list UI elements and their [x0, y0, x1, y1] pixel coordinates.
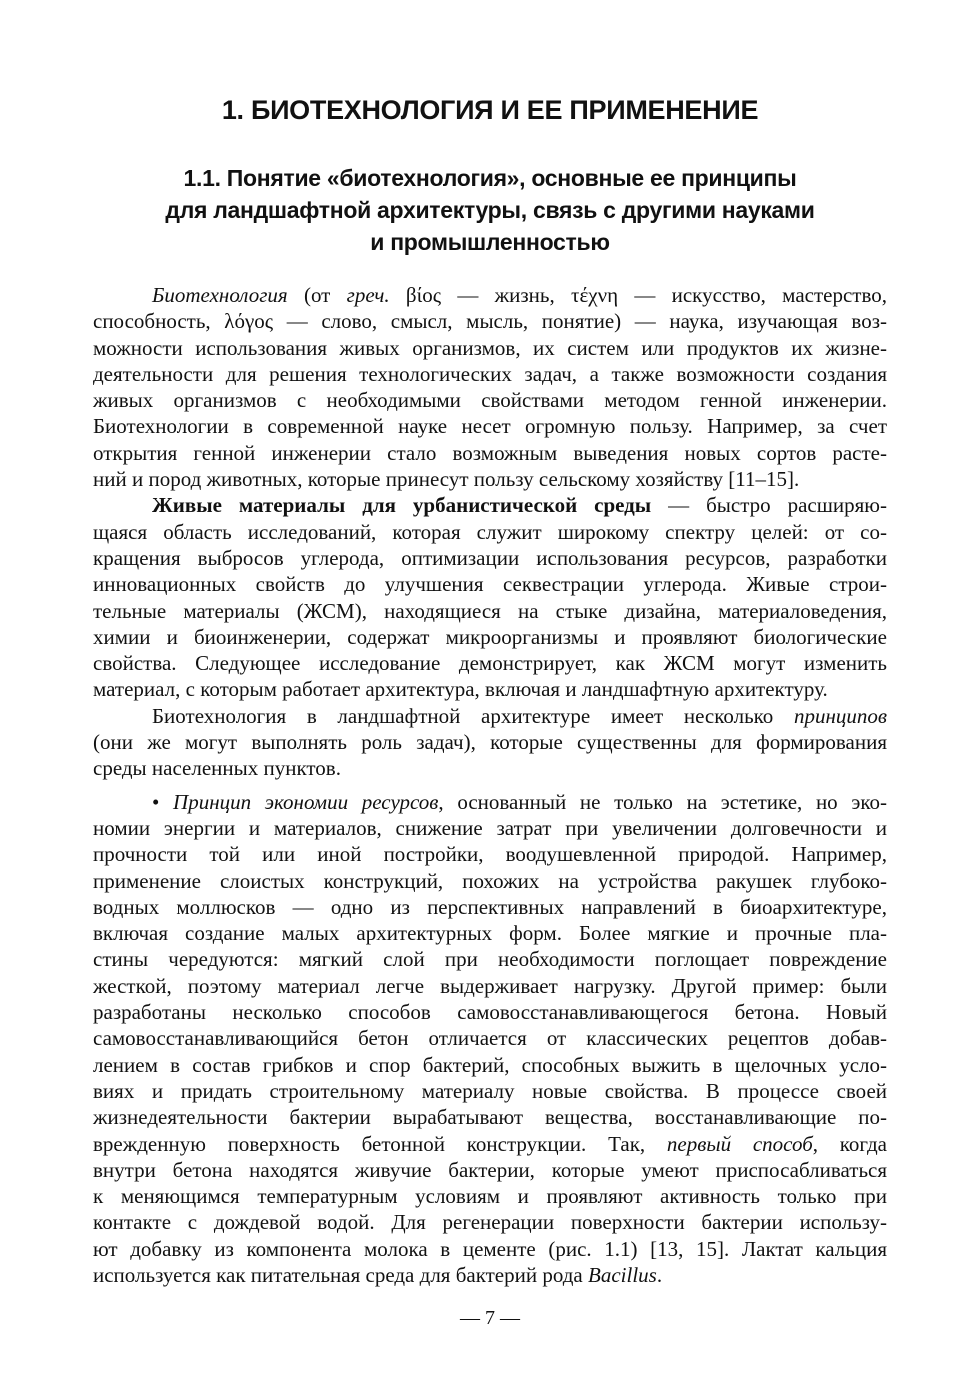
text-line: водных моллюсков — одно из перспективных направлений в биоархитектуре, [93, 894, 887, 919]
section-heading-line: для ландшафтной архитектуры, связь с другими науками [165, 197, 815, 223]
text-line: инновационных свойств до улучшения секвестрации углерода. Живые строи- [93, 572, 887, 597]
paragraph-biotechnology-definition [93, 282, 887, 492]
italic-term: Принцип экономии ресурсов [173, 789, 439, 814]
italic-term: первый способ [666, 1131, 813, 1156]
italic-term: Bacillus [588, 1262, 657, 1287]
text-line: жесткой, поэтому материал легче выдерживает нагрузку. Другой пример: были [93, 973, 887, 998]
text-line: врежденную поверхность бетонной конструкции. Так, первый способ, когда [93, 1131, 887, 1156]
text-line: Живые материалы для урбанистической среды — быстро расширяю- [152, 493, 887, 518]
bold-term: Живые материалы для урбанистической среды [152, 493, 652, 518]
text-line: ний и пород животных, которые принесут пользу сельскому хозяйству [11–15]. [93, 467, 800, 492]
text-line: прочности той или иной постройки, воодушевленной природой. Например, [93, 842, 887, 867]
text-line: внутри бетона находятся живучие бактерии, которые умеют приспосабливаться [93, 1157, 887, 1182]
text-line: открытия генной инженерии стало возможным выведения новых сортов расте- [93, 440, 887, 465]
section-heading [0, 162, 980, 258]
text-line: лением в состав грибков и спор бактерий, способных выжить в щелочных усло- [93, 1052, 887, 1077]
section-heading-line: и промышленностью [370, 229, 610, 255]
text-line: стины чередуются: мягкий слой при необходимости поглощает повреждение [93, 947, 887, 972]
text-line: Биотехнологии в современной науке несет огромную пользу. Например, за счет [93, 414, 887, 439]
text-line: ют добавку из компонента молока в цементе (рис. 1.1) [13, 15]. Лактат кальция [93, 1236, 887, 1261]
text-line: жизнедеятельности бактерии вырабатывают вещества, восстанавливающие по- [93, 1105, 887, 1130]
page-number: — 7 — [460, 1307, 520, 1329]
text-line: к меняющимся температурным условиям и проявляют активность только при [93, 1184, 887, 1209]
text-line: разработаны несколько способов самовосстанавливающегося бетона. Новый [93, 1000, 887, 1025]
text-line: применение слоистых конструкций, похожих на устройства ракушек глубоко- [93, 868, 887, 893]
text-line: Биотехнология (от греч. βίος — жизнь, τέχνη — искусство, мастерство, [152, 283, 887, 307]
chapter-heading: 1. БИОТЕХНОЛОГИЯ И ЕЕ ПРИМЕНЕНИЕ [221, 95, 759, 125]
paragraph-living-materials [93, 492, 887, 702]
text-line: можности использования живых организмов, их систем или продуктов их жизне- [93, 335, 887, 360]
text-line: • Принцип экономии ресурсов, основанный не только на эстетике, но эко- [152, 789, 887, 814]
text-line: используется как питательная среда для бактерий рода Bacillus. [93, 1262, 663, 1287]
text-line: кращения выбросов углерода, оптимизации использования ресурсов, разработки [93, 545, 887, 570]
text-line: виях и придать строительному материалу новые свойства. В процессе своей [93, 1078, 887, 1103]
text-line: самовосстанавливающийся бетон отличается от классических рецептов добав- [93, 1026, 887, 1051]
text-line: живых организмов с необходимыми свойствами методом генной инженерии. [93, 388, 887, 413]
text-line: материал, с которым работает архитектура, включая и ландшафтную архитектуру. [93, 677, 828, 702]
bullet-icon: • [152, 789, 160, 814]
paragraph-principles-intro [93, 703, 887, 782]
text-line: номии энергии и материалов, снижение затрат при увеличении долговечности и [93, 815, 887, 840]
text-line: тельные материалы (ЖСМ), находящиеся на стыке дизайна, материаловедения, [93, 598, 887, 623]
text-line: среды населенных пунктов. [93, 756, 341, 781]
text-line: деятельности для решения технологических задач, а также возможности создания [93, 361, 887, 386]
text-line: щаяся область исследований, которая служит широкому спектру целей: от со- [93, 519, 887, 544]
paragraph-resource-economy-principle [93, 789, 887, 1289]
text-line: включая создание малых архитектурных форм. Более мягкие и прочные пла- [93, 921, 887, 946]
text-line: Биотехнология в ландшафтной архитектуре имеет несколько принципов [152, 703, 887, 728]
text-line: (они же могут выполнять роль задач), которые существенны для формирования [93, 730, 887, 755]
text-line: свойства. Следующее исследование демонстрирует, как ЖСМ могут изменить [93, 651, 887, 676]
section-heading-line: 1.1. Понятие «биотехнология», основные ее принципы [183, 165, 797, 191]
body-text [93, 282, 887, 1288]
text-line: способность, λόγος — слово, смысл, мысль, понятие) — наука, изучающая воз- [93, 309, 887, 334]
term-biotechnology: Биотехнология [152, 283, 288, 307]
italic-term: принципов [793, 703, 887, 728]
text-line: контакте с дождевой водой. Для регенерации поверхности бактерии использу- [93, 1210, 887, 1235]
greek-label: греч. [346, 283, 390, 307]
text-line: химии и биоинженерии, содержат микроорганизмы и проявляют биологические [93, 624, 887, 649]
